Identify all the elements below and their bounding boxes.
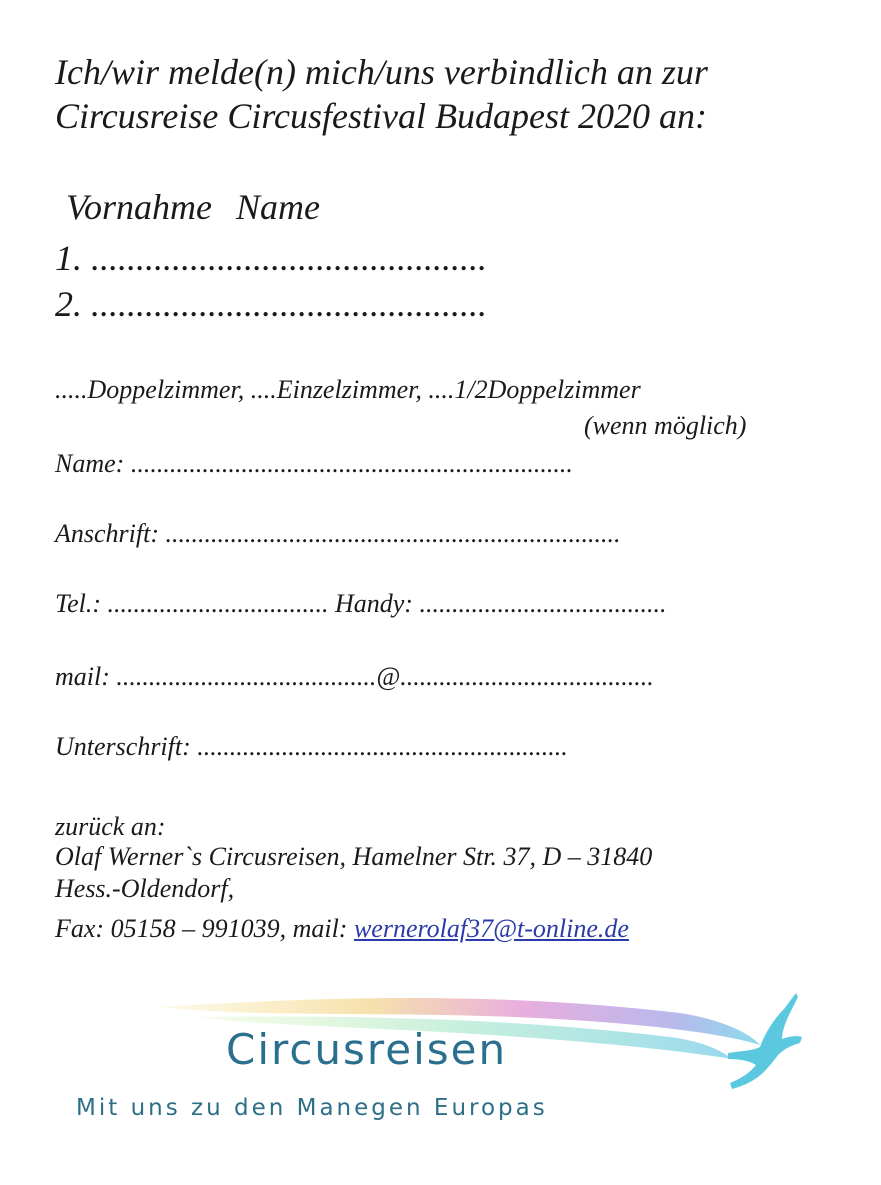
mail-field[interactable]: mail: ........................................@....................................... xyxy=(55,662,654,691)
room-options-note: (wenn möglich) xyxy=(584,411,747,440)
participant-line-2[interactable]: 2. ............................................ xyxy=(55,284,487,324)
dancer-head-icon xyxy=(770,1023,782,1035)
name-field[interactable]: Name: .................................................................... xyxy=(55,449,573,478)
dancer-figure-icon xyxy=(728,993,802,1089)
room-options[interactable]: .....Doppelzimmer, ....Einzelzimmer, ....1/2Doppelzimmer xyxy=(55,375,641,404)
header-first-name: Vornahme xyxy=(66,187,212,227)
signature-field[interactable]: Unterschrift: ......................................................... xyxy=(55,732,568,761)
address-field[interactable]: Anschrift: ...................................................................... xyxy=(55,519,621,548)
return-address-line-2: Hess.-Oldendorf, xyxy=(55,874,235,903)
return-contact xyxy=(55,912,629,945)
heading-line-2: Circusreise Circusfestival Budapest 2020 an: xyxy=(55,96,707,136)
return-address-line-1: Olaf Werner`s Circusreisen, Hamelner Str. 37, D – 31840 xyxy=(55,842,653,871)
participants-header xyxy=(66,186,320,228)
email-link[interactable]: wernerolaf37@t-online.de xyxy=(353,914,629,943)
header-last-name: Name xyxy=(236,187,320,227)
return-label: zurück an: xyxy=(55,812,166,841)
circusreisen-logo xyxy=(60,985,840,1135)
logo-name: Circusreisen xyxy=(226,1025,508,1074)
heading-line-1: Ich/wir melde(n) mich/uns verbindlich an zur xyxy=(55,52,708,92)
contact-prefix: Fax: 05158 – 991039, mail: xyxy=(55,914,354,943)
phone-field[interactable]: Tel.: .................................. Handy: ...................................... xyxy=(55,589,667,618)
logo-tagline: Mit uns zu den Manegen Europas xyxy=(76,1095,548,1121)
participant-line-1[interactable]: 1. ............................................ xyxy=(55,238,487,278)
